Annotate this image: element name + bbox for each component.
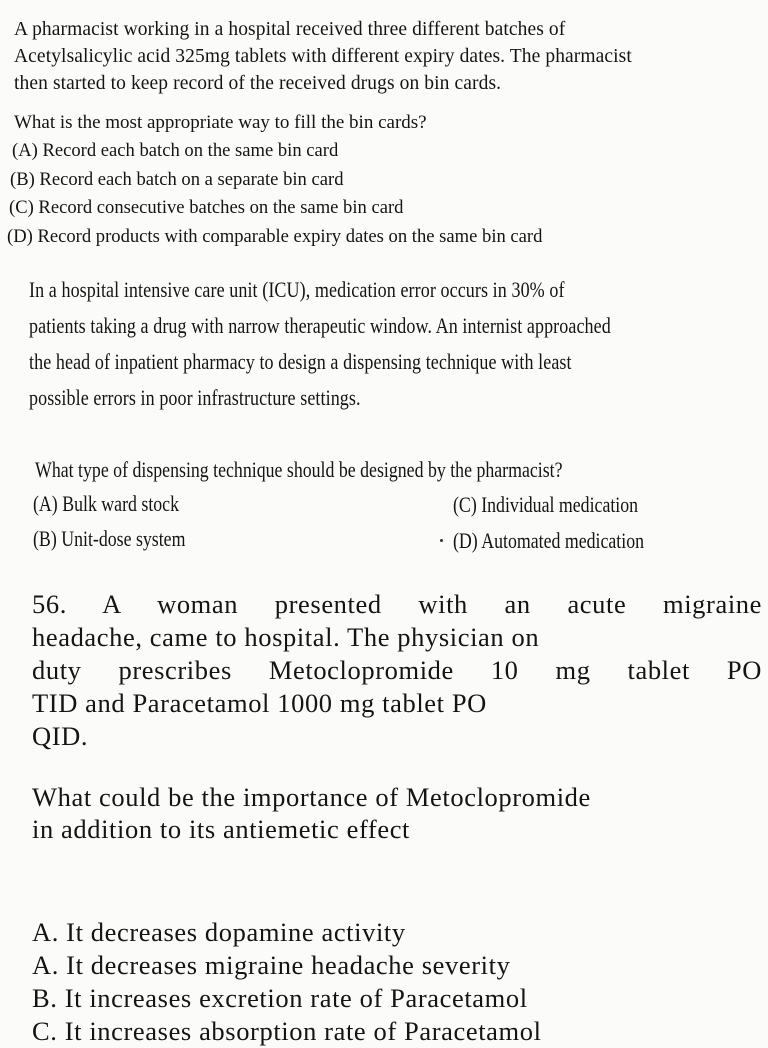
stem-line: 56. A woman presented with an acute migraine [32, 589, 762, 619]
option-a[interactable]: (A) Bulk ward stock [33, 491, 180, 516]
pen-mark-dot [440, 539, 443, 542]
answer-options [32, 916, 762, 1048]
option-a-dopamine[interactable]: A. It decreases dopamine activity [32, 917, 406, 947]
option-c[interactable]: (C) Individual medication [453, 492, 639, 517]
option-a-migraine[interactable]: A. It decreases migraine headache severity [32, 950, 511, 980]
question-56-metoclopramide [32, 588, 762, 1046]
stem-line: TID and Paracetamol 1000 mg tablet PO [32, 688, 487, 718]
option-b[interactable]: B. It increases excretion rate of Paracetamol [32, 983, 528, 1013]
stem-line: headache, came to hospital. The physician on [32, 622, 540, 652]
stem-line: A pharmacist working in a hospital received three different batches of [14, 19, 566, 40]
option-a[interactable]: (A) Record each batch on the same bin card [12, 140, 339, 161]
question-stem [29, 272, 760, 416]
question-stem [14, 16, 760, 97]
option-d[interactable]: (D) Record products with comparable expiry dates on the same bin card [7, 225, 543, 247]
option-c[interactable]: C. It increases absorption rate of Paracetamol [32, 1016, 542, 1046]
stem-line: duty prescribes Metoclopromide 10 mg tablet PO [32, 655, 762, 685]
option-c[interactable]: (C) Record consecutive batches on the same bin card [9, 197, 404, 218]
stem-line: QID. [32, 721, 89, 751]
stem-line: Acetylsalicylic acid 325mg tablets with different expiry dates. The pharmacist [14, 46, 632, 67]
question-prompt [32, 781, 762, 845]
stem-line: patients taking a drug with narrow therapeutic window. An internist approached [29, 313, 611, 338]
option-d[interactable]: (D) Automated medication [453, 528, 645, 553]
stem-line: then started to keep record of the received drugs on bin cards. [14, 73, 502, 94]
stem-line: In a hospital intensive care unit (ICU), medication error occurs in 30% of [29, 277, 565, 302]
question-prompt: What is the most appropriate way to fill the bin cards? [14, 112, 427, 133]
question-stem [32, 588, 762, 753]
stem-line: possible errors in poor infrastructure settings. [29, 385, 361, 410]
question-dispensing [29, 272, 761, 553]
question-prompt: What type of dispensing technique should be designed by the pharmacist? [35, 457, 563, 482]
stem-line: the head of inpatient pharmacy to design a dispensing technique with least [29, 349, 572, 374]
option-b[interactable]: (B) Unit-dose system [33, 526, 186, 551]
prompt-line: What could be the importance of Metoclopromide [32, 782, 591, 812]
option-b[interactable]: (B) Record each batch on a separate bin card [10, 168, 344, 190]
answer-options [7, 137, 760, 251]
prompt-line: in addition to its antiemetic effect [32, 814, 411, 844]
question-bin-card [7, 16, 760, 251]
